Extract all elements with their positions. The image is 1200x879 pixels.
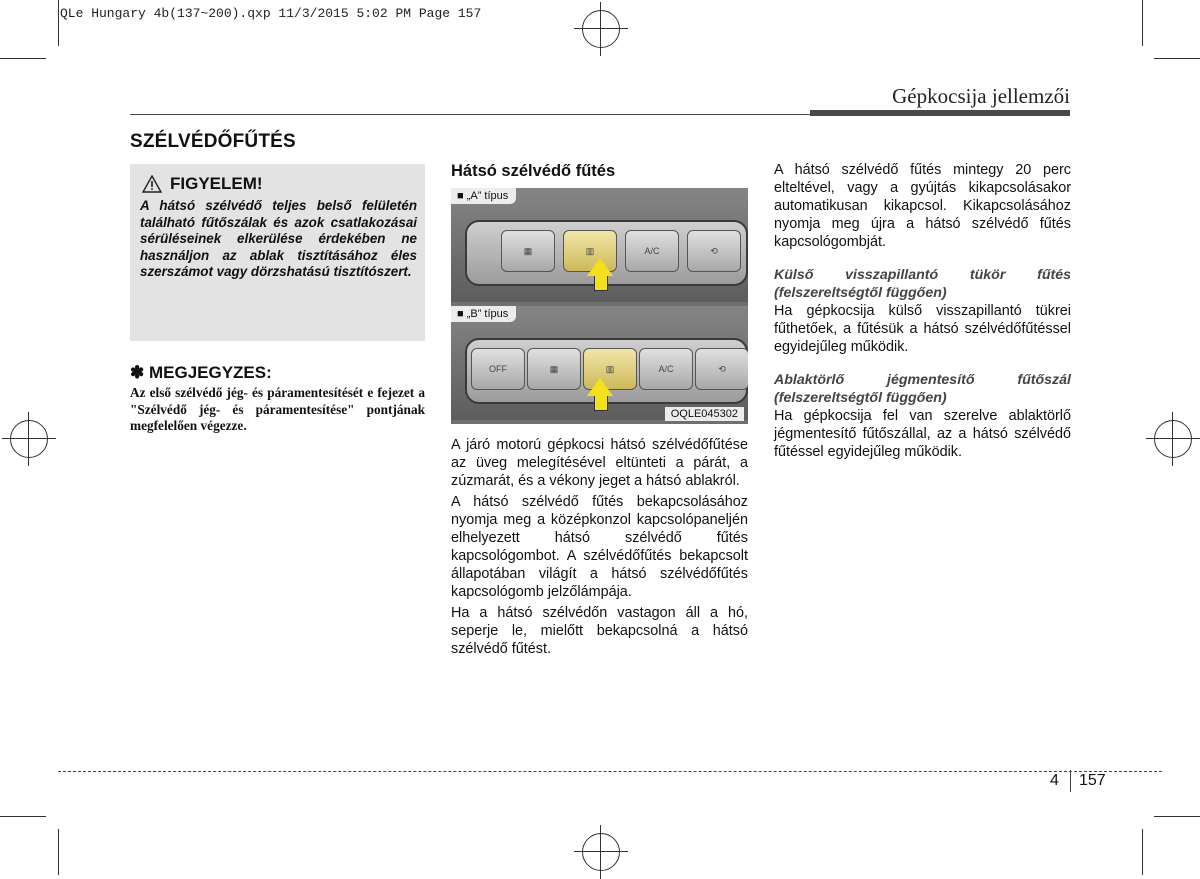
figure-code: OQLE045302 <box>665 407 744 421</box>
rear-defroster-title: Hátsó szélvédő fűtés <box>451 162 616 180</box>
crop-mark <box>58 829 59 875</box>
arrow-up-icon <box>587 258 613 276</box>
arrow-up-icon <box>587 378 613 396</box>
registration-mark-left <box>10 420 48 458</box>
chapter-title: Gépkocsija jellemzői <box>892 84 1070 108</box>
warning-heading <box>142 174 263 194</box>
registration-mark-right <box>1154 420 1192 458</box>
panel-a-label: ■ „A” típus <box>451 188 516 204</box>
ac-button: A/C <box>625 230 679 272</box>
right-column <box>774 161 1071 461</box>
control-panel-figure <box>451 188 748 424</box>
front-defrost-button: ▦ <box>527 348 581 390</box>
note-heading: ✽ MEGJEGYZES: <box>130 363 272 382</box>
crop-mark <box>1154 816 1200 817</box>
paragraph: A hátsó szélvédő fűtés bekapcsolásához nyomja meg a középkonzol kapcsolópaneljén elhelyezett hátsó szélvédő fűtés kapcsológombot. A szélvédőfűtés bekapcsolt állapotában világít a hátsó szélvédőfűtés kapcsológomb jelzőlámpája. <box>451 494 748 600</box>
registration-mark-bottom <box>582 833 620 871</box>
page-number: 157 <box>1079 772 1106 789</box>
recirculation-button: ⟲ <box>687 230 741 272</box>
warning-box <box>130 164 425 341</box>
crop-mark <box>1142 0 1143 46</box>
note-text: Az első szélvédő jég- és páramentesítését e fejezet a "Szélvédő jég- és páramentesítése" pontjának megfelelően végezze. <box>130 385 425 433</box>
section-title: SZÉLVÉDŐFŰTÉS <box>130 131 296 152</box>
warning-triangle-icon <box>142 175 162 193</box>
registration-mark-top <box>582 10 620 48</box>
crop-mark <box>58 0 59 46</box>
warning-text: A hátsó szélvédő teljes belső felületén található fűtőszálak és azok csatlakozásai sérüléseinek elkerülése érdekében ne használjon az ablak tisztításához éles szerszámot vagy dörzshatású tisztítószert. <box>140 198 417 279</box>
auto-off-paragraph: A hátsó szélvédő fűtés mintegy 20 perc elteltével, vagy a gyújtás kikapcsolásakor automatikusan kikapcsol. Kikapcsolásához nyomja meg újra a hátsó szélvédő fűtés kapcsológombját. <box>774 162 1071 250</box>
wiper-deicer-title: Ablaktörlő jégmentesítő fűtőszál (felszereltségtől függően) <box>774 372 1071 406</box>
arrow-stem <box>594 276 608 291</box>
arrow-stem <box>594 396 608 411</box>
chapter-rule <box>130 114 1070 115</box>
crop-mark <box>0 816 46 817</box>
ac-button: A/C <box>639 348 693 390</box>
print-header: QLe Hungary 4b(137~200).qxp 11/3/2015 5:02 PM Page 157 <box>60 6 482 21</box>
crop-mark <box>0 58 46 59</box>
panel-a <box>451 188 748 302</box>
paragraph: Ha a hátsó szélvédőn vastagon áll a hó, seperje le, mielőtt bekapcsolná a hátsó szélvédő fűtést. <box>451 605 748 657</box>
chapter-number: 4 <box>1050 772 1059 789</box>
mirror-heater-title: Külső visszapillantó tükör fűtés (felszereltségtől függően) <box>774 267 1071 301</box>
panel-b <box>451 306 748 420</box>
rear-defroster-body <box>451 436 748 658</box>
warning-heading-label: FIGYELEM! <box>170 174 263 193</box>
rear-defrost-button: ▥ <box>583 348 637 390</box>
page-separator <box>1070 770 1071 792</box>
mirror-heater-text: Ha gépkocsija külső visszapillantó tükrei fűthetőek, a fűtésük a hátsó szélvédőfűtéssel egyidejűleg működik. <box>774 303 1071 355</box>
crop-mark <box>1142 829 1143 875</box>
front-defrost-button: ▦ <box>501 230 555 272</box>
panel-b-label: ■ „B” típus <box>451 306 516 322</box>
recirculation-button: ⟲ <box>695 348 748 390</box>
crop-mark <box>1154 58 1200 59</box>
wiper-deicer-text: Ha gépkocsija fel van szerelve ablaktörlő jégmentesítő fűtőszállal, az a hátsó szélvédő fűtéssel egyidejűleg működik. <box>774 408 1071 460</box>
off-button: OFF <box>471 348 525 390</box>
paragraph: A járó motorú gépkocsi hátsó szélvédőfűtése az üveg melegítésével eltünteti a párát, a zúzmarát, és a vékony jeget a hátsó ablakról. <box>451 437 748 489</box>
chapter-bar <box>810 110 1070 116</box>
footer-rule <box>58 771 1162 772</box>
rear-defrost-button: ▥ <box>563 230 617 272</box>
